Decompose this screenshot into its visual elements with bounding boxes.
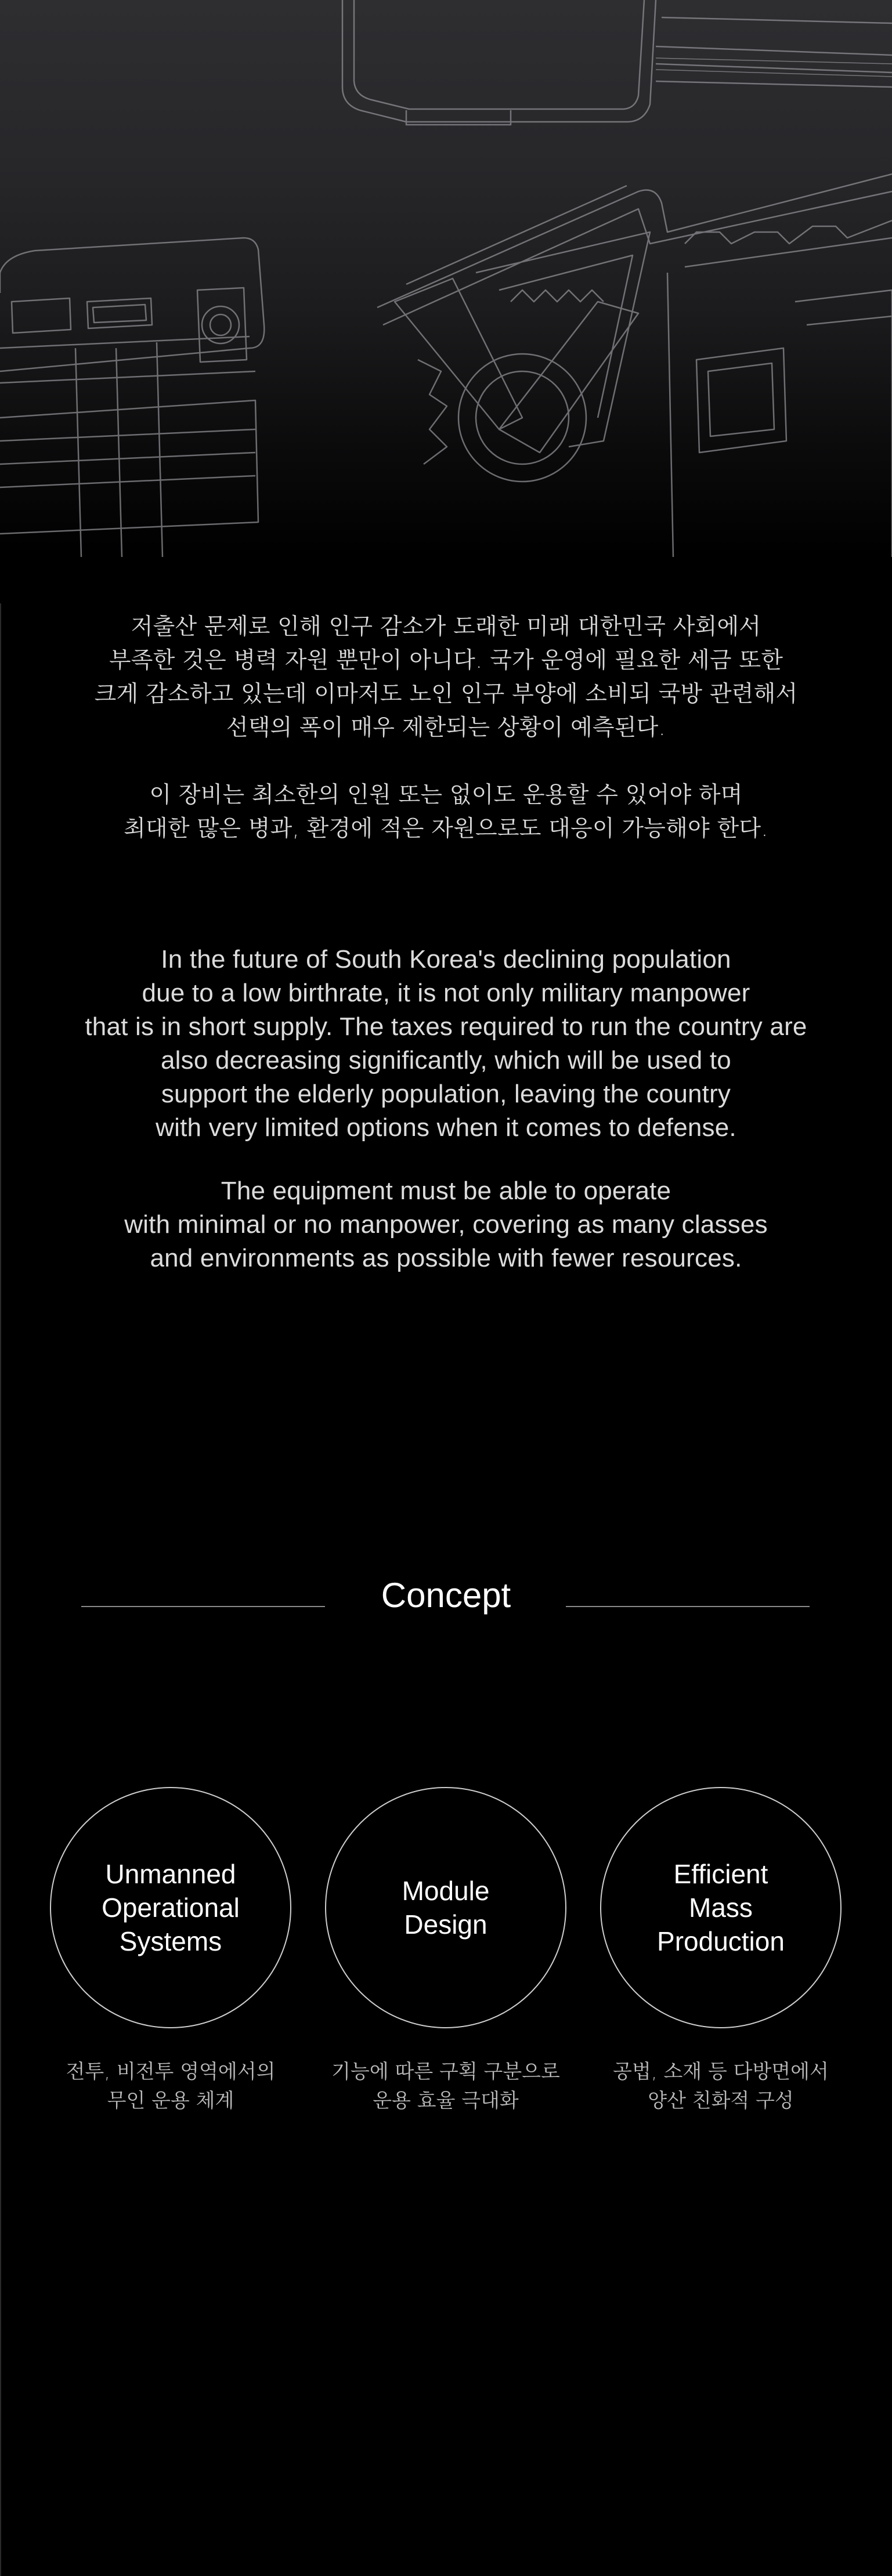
intro-en-paragraph-2: [0, 1174, 892, 1275]
concept-caption-module: [312, 2057, 579, 2115]
intro-ko-line: 선택의 폭이 매우 제한되는 상황이 예측된다.: [226, 715, 666, 741]
intro-ko-line: 크게 감소하고 있는데 이마저도 노인 인구 부양에 소비되 국방 관련해서: [94, 681, 798, 707]
equipment-line-art: [0, 0, 892, 557]
intro-en-line: with minimal or no manpower, covering as many classes: [124, 1210, 768, 1239]
intro-ko-line: 부족한 것은 병력 자원 뿐만이 아니다. 국가 운영에 필요한 세금 또한: [109, 647, 783, 674]
concept-title: Concept: [381, 1576, 511, 1615]
intro-en-line: In the future of South Korea's declining population: [161, 945, 731, 974]
concept-circle-label: [402, 1874, 490, 1941]
concept-circle-unmanned: [50, 1787, 291, 2028]
concept-label-line: Production: [657, 1926, 785, 1956]
concept-circle-mass-production: [600, 1787, 842, 2028]
concept-caption-unmanned: [37, 2057, 304, 2115]
concept-caption-line: 전투, 비전투 영역에서의: [66, 2060, 276, 2083]
hero-illustration: [0, 0, 892, 557]
concept-circle-label: [657, 1857, 785, 1958]
intro-ko-paragraph-2: [0, 779, 892, 846]
intro-ko-line: 이 장비는 최소한의 인원 또는 없이도 운용할 수 있어야 하며: [149, 782, 743, 808]
concept-label-line: Mass: [689, 1893, 753, 1923]
intro-en-line: also decreasing significantly, which will be used to: [161, 1046, 731, 1074]
intro-en-line: with very limited options when it comes to defense.: [156, 1113, 736, 1142]
concept-circle-module: [325, 1787, 566, 2028]
intro-ko-line: 최대한 많은 병과, 환경에 적은 자원으로도 대응이 가능해야 한다.: [124, 816, 768, 842]
concept-caption-line: 기능에 따른 구획 구분으로: [331, 2060, 560, 2083]
concept-caption-line: 무인 운용 체계: [107, 2089, 234, 2112]
concept-label-line: Efficient: [673, 1859, 768, 1889]
concept-label-line: Design: [404, 1909, 487, 1940]
concept-circle-label: [102, 1857, 240, 1958]
intro-en-line: and environments as possible with fewer resources.: [150, 1244, 742, 1272]
concept-caption-mass-production: [587, 2057, 854, 2115]
intro-en-line: that is in short supply. The taxes required to run the country are: [85, 1012, 807, 1041]
concept-caption-line: 운용 효율 극대화: [373, 2089, 519, 2112]
intro-en-paragraph-1: [0, 943, 892, 1145]
intro-en-line: The equipment must be able to operate: [221, 1177, 671, 1205]
concept-caption-line: 양산 친화적 구성: [648, 2089, 794, 2112]
concept-label-line: Unmanned: [105, 1859, 236, 1889]
concept-rule-right: [566, 1606, 810, 1607]
intro-en-line: support the elderly population, leaving the country: [161, 1080, 731, 1108]
concept-label-line: Systems: [119, 1926, 222, 1956]
concept-caption-line: 공법, 소재 등 다방면에서: [613, 2060, 829, 2083]
intro-ko-line: 저출산 문제로 인해 인구 감소가 도래한 미래 대한민국 사회에서: [131, 614, 761, 640]
concept-label-line: Operational: [102, 1893, 240, 1923]
intro-ko-paragraph-1: [0, 610, 892, 745]
intro-en-line: due to a low birthrate, it is not only military manpower: [142, 979, 750, 1007]
concept-label-line: Module: [402, 1876, 490, 1906]
